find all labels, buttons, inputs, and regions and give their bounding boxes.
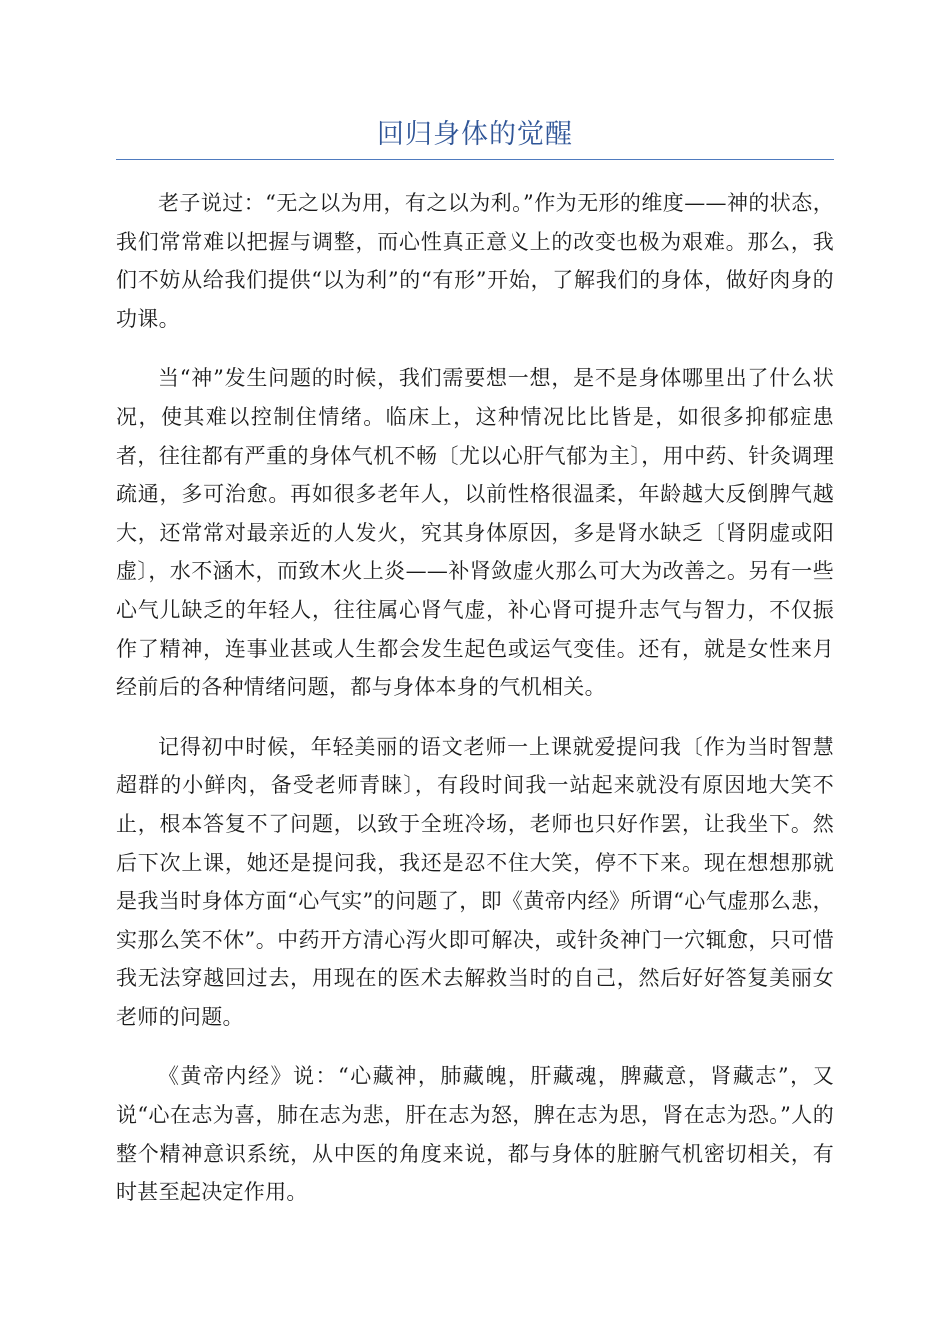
paragraph-1: 老子说过：“无之以为用，有之以为利。”作为无形的维度——神的状态，我们常常难以把握与调整，而心性真正意义上的改变也极为艰难。那么，我们不妨从给我们提供“以为利”的“有形”开始，了解我们的身体，做好肉身的功课。 bbox=[116, 191, 834, 331]
paragraph-2: 当“神”发生问题的时候，我们需要想一想，是不是身体哪里出了什么状况，使其难以控制住情绪。临床上，这种情况比比皆是，如很多抑郁症患者，往往都有严重的身体气机不畅〔尤以心肝气郁为主〕，用中药、针灸调理疏通，多可治愈。再如很多老年人，以前性格很温柔，年龄越大反倒脾气越大，还常常对最亲近的人发火，究其身体原因，多是肾水缺乏〔肾阴虚或阳虚〕，水不涵木，而致木火上炎——补肾敛虚火那么可大为改善之。另有一些心气儿缺乏的年轻人，往往属心肾气虚，补心肾可提升志气与智力，不仅振作了精神，连事业甚或人生都会发生起色或运气变佳。还有，就是女性来月经前后的各种情绪问题，都与身体本身的气机相关。 bbox=[116, 366, 834, 700]
paragraph-3: 记得初中时候，年轻美丽的语文老师一上课就爱提问我〔作为当时智慧超群的小鲜肉，备受老师青睐〕，有段时间我一站起来就没有原因地大笑不止，根本答复不了问题，以致于全班冷场，老师也只好作罢，让我坐下。然后下次上课，她还是提问我，我还是忍不住大笑，停不下来。现在想想那就是我当时身体方面“心气实”的问题了，即《黄帝内经》所谓“心气虚那么悲，实那么笑不休”。中药开方清心泻火即可解决，或针灸神门一穴辄愈，只可惜我无法穿越回过去，用现在的医术去解救当时的自己，然后好好答复美丽女老师的问题。 bbox=[116, 734, 834, 1029]
title-divider bbox=[116, 159, 834, 160]
document-page bbox=[116, 112, 834, 1233]
paragraph-4: 《黄帝内经》说：“心藏神，肺藏魄，肝藏魂，脾藏意，肾藏志”，又说“心在志为喜，肺在志为悲，肝在志为怒，脾在志为思，肾在志为恐。”人的整个精神意识系统，从中医的角度来说，都与身体的脏腑气机密切相关，有时甚至起决定作用。 bbox=[116, 1064, 834, 1205]
document-title: 回归身体的觉醒 bbox=[377, 119, 573, 150]
